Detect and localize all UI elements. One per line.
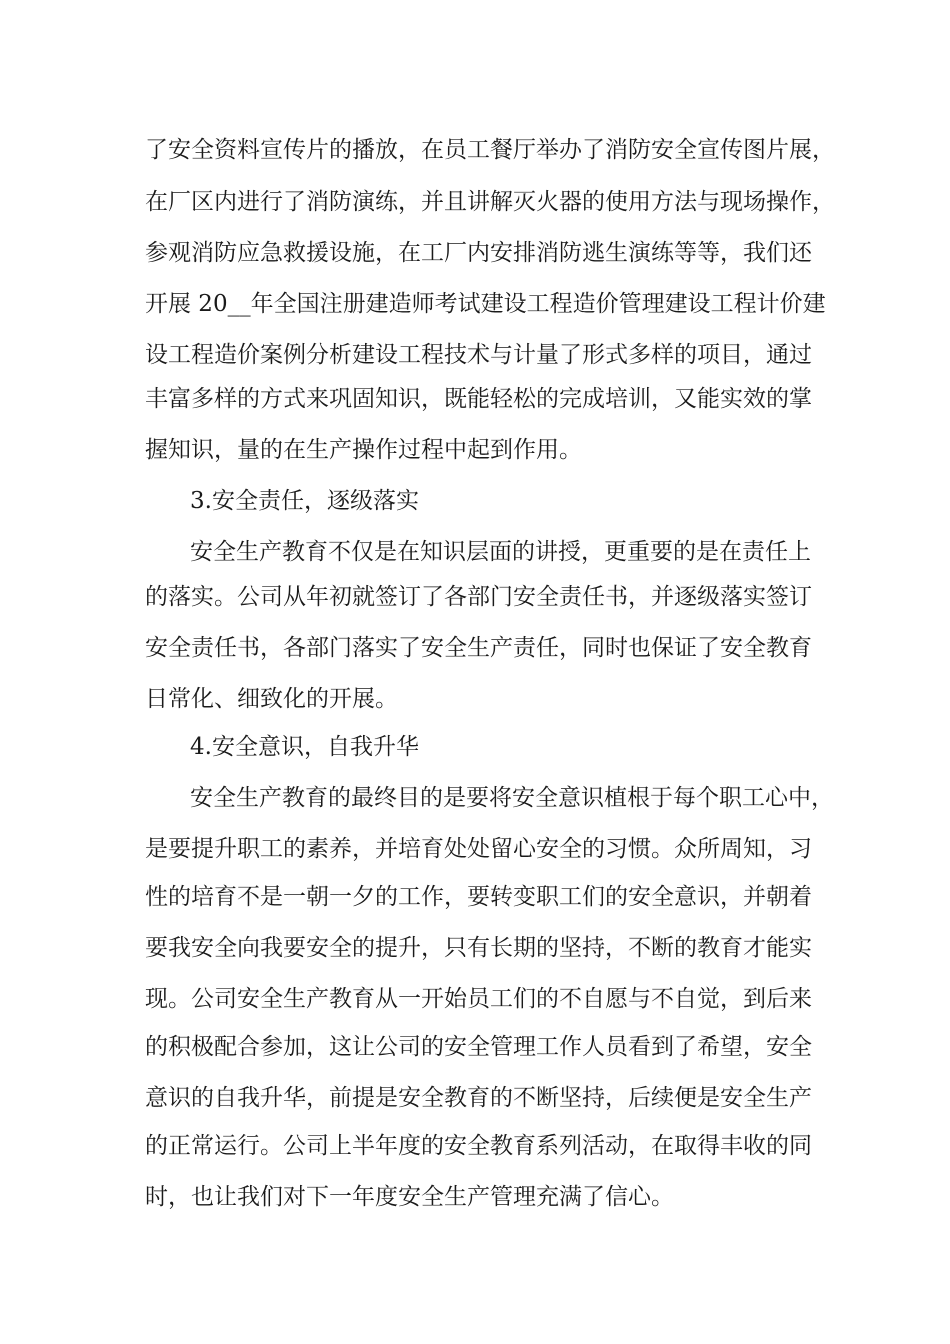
- text-line: 日常化、细致化的开展。: [145, 686, 398, 712]
- section-heading: 4.安全意识，自我升华: [190, 734, 419, 760]
- text-line: 在厂区内进行了消防演练，并且讲解灭火器的使用方法与现场操作，: [145, 189, 835, 215]
- text-line: 握知识，量的在生产操作过程中起到作用。: [145, 437, 582, 463]
- text-line: 时，也让我们对下一年度安全生产管理充满了信心。: [145, 1184, 674, 1210]
- text-line: 丰富多样的方式来巩固知识，既能轻松的完成培训，又能实效的掌: [145, 386, 812, 412]
- section-heading: 3.安全责任，逐级落实: [190, 488, 419, 514]
- text-line: 安全生产教育不仅是在知识层面的讲授，更重要的是在责任上: [190, 539, 811, 565]
- text-line: 要我安全向我要安全的提升，只有长期的坚持，不断的教育才能实: [145, 935, 812, 961]
- text-line: 的正常运行。公司上半年度的安全教育系列活动，在取得丰收的同: [145, 1133, 812, 1159]
- text-line: 安全生产教育的最终目的是要将安全意识植根于每个职工心中，: [190, 785, 834, 811]
- text-line: 的落实。公司从年初就签订了各部门安全责任书，并逐级落实签订: [145, 584, 812, 610]
- text-line: 了安全资料宣传片的播放，在员工餐厅举办了消防安全宣传图片展，: [145, 137, 835, 163]
- text-line: 性的培育不是一朝一夕的工作，要转变职工们的安全意识，并朝着: [145, 884, 812, 910]
- text-line: 的积极配合参加，这让公司的安全管理工作人员看到了希望，安全: [145, 1034, 812, 1060]
- text-line: 安全责任书，各部门落实了安全生产责任，同时也保证了安全教育: [145, 635, 812, 661]
- text-line: 参观消防应急救援设施，在工厂内安排消防逃生演练等等，我们还: [145, 240, 812, 266]
- text-line: 开展 20__年全国注册建造师考试建设工程造价管理建设工程计价建: [145, 291, 826, 317]
- text-line: 现。公司安全生产教育从一开始员工们的不自愿与不自觉，到后来: [145, 986, 812, 1012]
- text-line: 是要提升职工的素养，并培育处处留心安全的习惯。众所周知，习: [145, 836, 812, 862]
- text-line: 设工程造价案例分析建设工程技术与计量了形式多样的项目，通过: [145, 342, 812, 368]
- text-line: 意识的自我升华，前提是安全教育的不断坚持，后续便是安全生产: [145, 1085, 812, 1111]
